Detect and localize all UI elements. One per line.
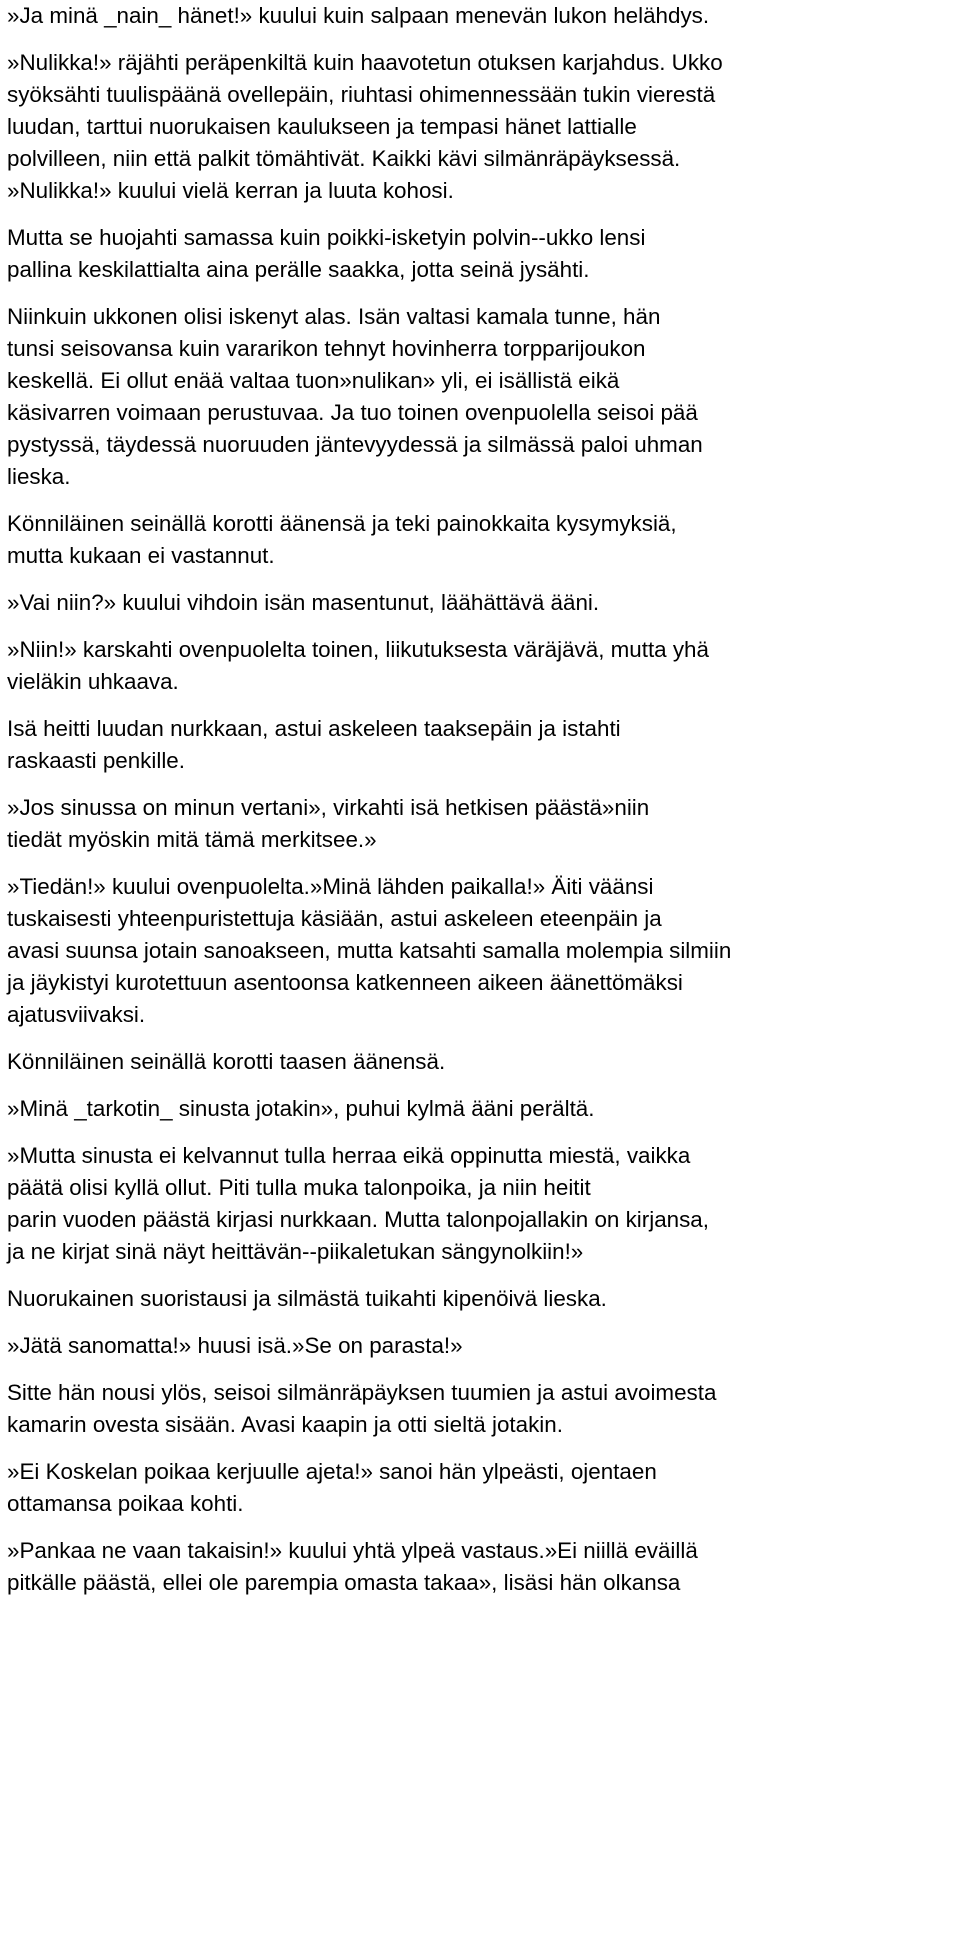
text-line: käsivarren voimaan perustuvaa. Ja tuo toinen ovenpuolella seisoi pää — [7, 400, 698, 425]
text-line: »Nulikka!» räjähti peräpenkiltä kuin haavotetun otuksen karjahdus. Ukko — [7, 50, 723, 75]
text-line: »Mutta sinusta ei kelvannut tulla herraa eikä oppinutta miestä, vaikka — [7, 1143, 691, 1168]
text-line: tiedät myöskin mitä tämä merkitsee.» — [7, 827, 377, 852]
text-line: Sitte hän nousi ylös, seisoi silmänräpäyksen tuumien ja astui avoimesta — [7, 1380, 717, 1405]
text-line: ottamansa poikaa kohti. — [7, 1491, 244, 1516]
text-line: polvilleen, niin että palkit tömähtivät. Kaikki kävi silmänräpäyksessä. — [7, 146, 681, 171]
text-line: syöksähti tuulispäänä ovellepäin, riuhtasi ohimennessään tukin vierestä — [7, 82, 716, 107]
text-line: Nuorukainen suoristausi ja silmästä tuikahti kipenöivä lieska. — [7, 1286, 607, 1311]
text-line: mutta kukaan ei vastannut. — [7, 543, 275, 568]
text-line: »Jos sinussa on minun vertani», virkahti isä hetkisen päästä»niin — [7, 795, 650, 820]
text-line: Könniläinen seinällä korotti taasen äänensä. — [7, 1049, 446, 1074]
text-line: pitkälle päästä, ellei ole parempia omasta takaa», lisäsi hän olkansa — [7, 1570, 681, 1595]
text-line: »Ei Koskelan poikaa kerjuulle ajeta!» sanoi hän ylpeästi, ojentaen — [7, 1459, 657, 1484]
text-line: raskaasti penkille. — [7, 748, 185, 773]
text-line: pystyssä, täydessä nuoruuden jäntevyydessä ja silmässä paloi uhman — [7, 432, 703, 457]
text-line: Mutta se huojahti samassa kuin poikki-isketyin polvin--ukko lensi — [7, 225, 646, 250]
text-line: Könniläinen seinällä korotti äänensä ja teki painokkaita kysymyksiä, — [7, 511, 677, 536]
text-line: »Nulikka!» kuului vielä kerran ja luuta kohosi. — [7, 178, 454, 203]
text-line: pallina keskilattialta aina perälle saakka, jotta seinä jysähti. — [7, 257, 590, 282]
text-line: lieska. — [7, 464, 71, 489]
text-line: ajatusviivaksi. — [7, 1002, 146, 1027]
text-line: keskellä. Ei ollut enää valtaa tuon»nulikan» yli, ei isällistä eikä — [7, 368, 620, 393]
text-line: Isä heitti luudan nurkkaan, astui askeleen taaksepäin ja istahti — [7, 716, 621, 741]
text-line: »Vai niin?» kuului vihdoin isän masentunut, läähättävä ääni. — [7, 590, 600, 615]
text-line: »Pankaa ne vaan takaisin!» kuului yhtä ylpeä vastaus.»Ei niillä eväillä — [7, 1538, 698, 1563]
text-line: »Minä _tarkotin_ sinusta jotakin», puhui kylmä ääni perältä. — [7, 1096, 595, 1121]
text-line: »Ja minä _nain_ hänet!» kuului kuin salpaan menevän lukon helähdys. — [7, 3, 710, 28]
text-line: tunsi seisovansa kuin vararikon tehnyt hovinherra torpparijoukon — [7, 336, 646, 361]
text-line: »Niin!» karskahti ovenpuolelta toinen, liikutuksesta väräjävä, mutta yhä — [7, 637, 709, 662]
text-line: tuskaisesti yhteenpuristettuja käsiään, astui askeleen eteenpäin ja — [7, 906, 662, 931]
text-line: ja jäykistyi kurotettuun asentoonsa katkenneen aikeen äänettömäksi — [7, 970, 683, 995]
text-line: »Jätä sanomatta!» huusi isä.»Se on parasta!» — [7, 1333, 463, 1358]
text-line: »Tiedän!» kuului ovenpuolelta.»Minä lähden paikalla!» Äiti väänsi — [7, 874, 654, 899]
text-line: luudan, tarttui nuorukaisen kaulukseen ja tempasi hänet lattialle — [7, 114, 637, 139]
text-line: kamarin ovesta sisään. Avasi kaapin ja otti sieltä jotakin. — [7, 1412, 563, 1437]
text-line: Niinkuin ukkonen olisi iskenyt alas. Isän valtasi kamala tunne, hän — [7, 304, 661, 329]
text-line: parin vuoden päästä kirjasi nurkkaan. Mutta talonpojallakin on kirjansa, — [7, 1207, 709, 1232]
text-line: vieläkin uhkaava. — [7, 669, 179, 694]
text-line: ja ne kirjat sinä näyt heittävän--piikaletukan sängynolkiin!» — [7, 1239, 584, 1264]
text-line: päätä olisi kyllä ollut. Piti tulla muka talonpoika, ja niin heitit — [7, 1175, 591, 1200]
text-line: avasi suunsa jotain sanoakseen, mutta katsahti samalla molempia silmiin — [7, 938, 732, 963]
